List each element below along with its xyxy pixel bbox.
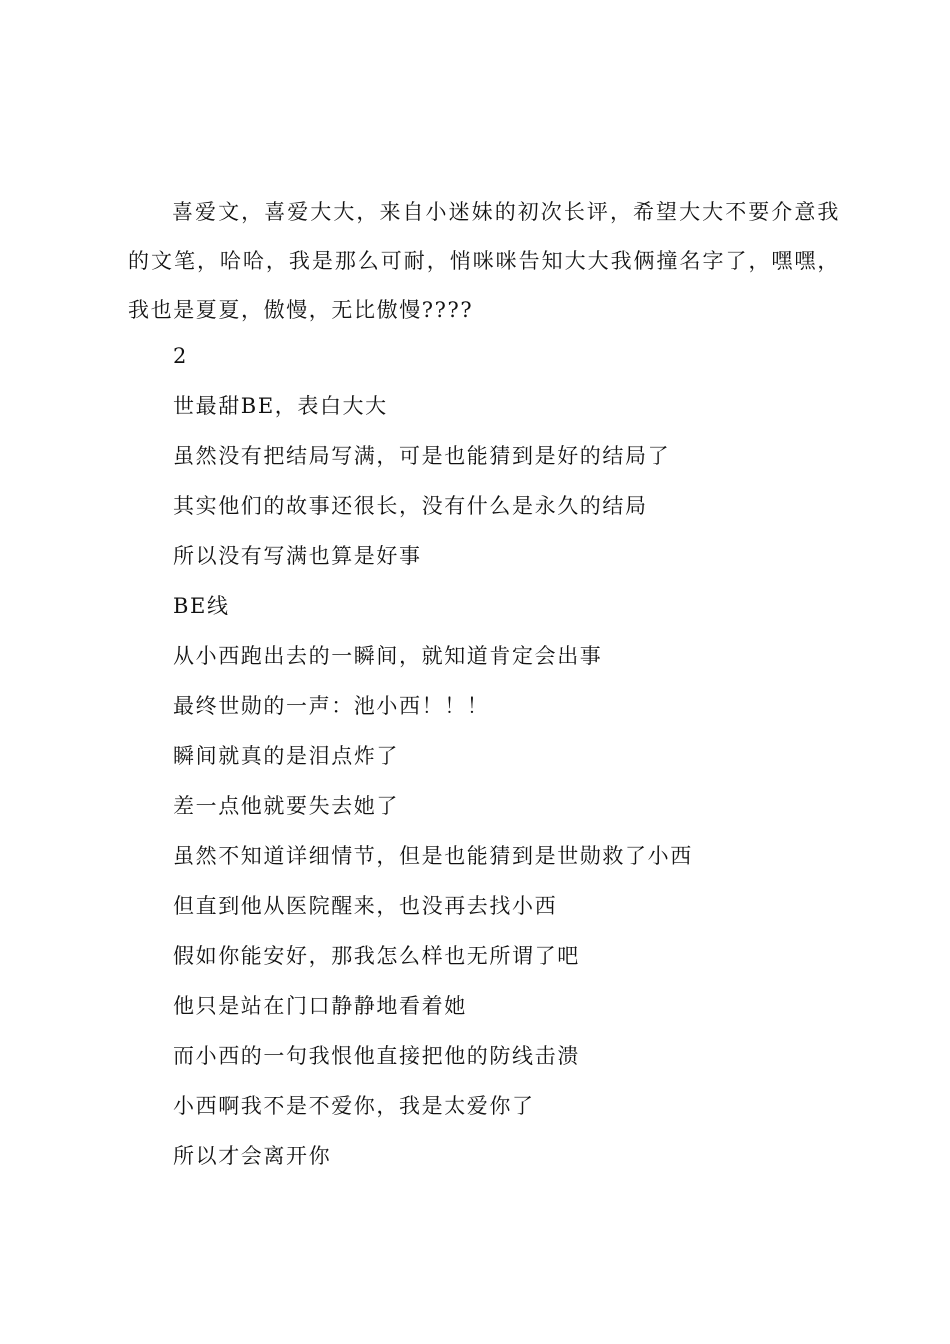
text-line: 其实他们的故事还很长，没有什么是永久的结局 (173, 494, 648, 518)
text-line: 所以没有写满也算是好事 (173, 544, 422, 568)
text-line: 从小西跑出去的一瞬间，就知道肯定会出事 (173, 644, 603, 668)
text-lines (173, 331, 853, 1181)
text-line: 他只是站在门口静静地看着她 (173, 994, 467, 1018)
text-line: 所以才会离开你 (173, 1144, 332, 1168)
text-line: BE线 (173, 594, 230, 618)
text-line: 瞬间就真的是泪点炸了 (173, 744, 399, 768)
intro-paragraph: 喜爱文，喜爱大大，来自小迷妹的初次长评，希望大大不要介意我的文笔，哈哈，我是那么可耐，悄咪咪告知大大我俩撞名字了，嘿嘿，我也是夏夏，傲慢，无比傲慢???? (128, 200, 840, 322)
text-line: 但直到他从医院醒来，也没再去找小西 (173, 894, 558, 918)
text-line: 世最甜BE，表白大大 (173, 394, 388, 418)
text-line: 而小西的一句我恨他直接把他的防线击溃 (173, 1044, 580, 1068)
text-line: 虽然没有把结局写满，可是也能猜到是好的结局了 (173, 444, 671, 468)
text-line: 差一点他就要失去她了 (173, 794, 399, 818)
text-line: 2 (173, 344, 188, 368)
text-line: 虽然不知道详细情节，但是也能猜到是世勋救了小西 (173, 844, 693, 868)
text-line: 假如你能安好，那我怎么样也无所谓了吧 (173, 944, 580, 968)
text-line: 最终世勋的一声：池小西！！！ (173, 694, 490, 718)
text-line: 小西啊我不是不爱你，我是太爱你了 (173, 1094, 535, 1118)
